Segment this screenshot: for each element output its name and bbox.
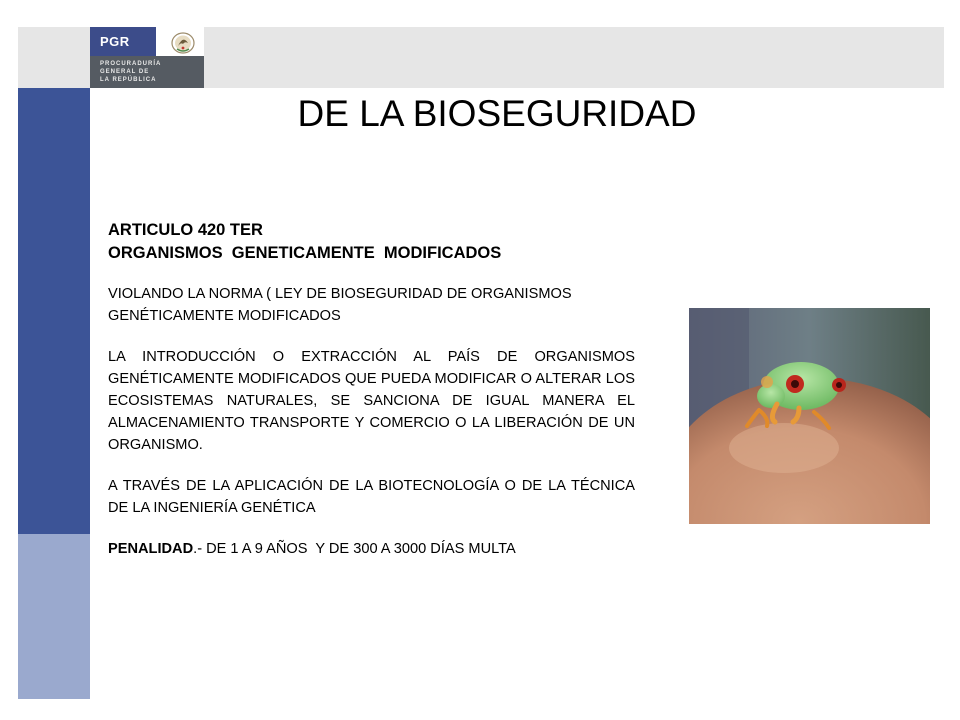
logo-name-line: PROCURADURÍA <box>100 61 162 67</box>
violation-paragraph: VIOLANDO LA NORMA ( LEY DE BIOSEGURIDAD DE ORGANISMOS GENÉTICAMENTE MODIFICADOS <box>108 286 572 324</box>
logo-name-line: LA REPÚBLICA <box>100 77 157 83</box>
penalty-text: .- DE 1 A 9 AÑOS Y DE 300 A 3000 DÍAS MULTA <box>193 541 516 557</box>
slide-body <box>108 219 635 560</box>
means-paragraph: A TRAVÉS DE LA APLICACIÓN DE LA BIOTECNOLOGÍA O DE LA TÉCNICA DE LA INGENIERÍA GENÉTICA <box>108 478 635 516</box>
mexican-coat-of-arms-icon <box>170 29 196 55</box>
logo-name <box>100 60 161 84</box>
article-subject: ORGANISMOS GENETICAMENTE MODIFICADOS <box>108 244 502 262</box>
logo-abbreviation: PGR <box>90 27 156 56</box>
pgr-logo <box>90 27 204 88</box>
logo-name-line: GENERAL DE <box>100 69 150 75</box>
article-number: ARTICULO 420 TER <box>108 221 263 239</box>
penalty-paragraph <box>108 538 635 560</box>
slide-title: DE LA BIOSEGURIDAD <box>297 93 697 134</box>
sidebar-dark-band <box>18 88 90 534</box>
penalty-label: PENALIDAD <box>108 541 194 557</box>
sidebar-light-band <box>18 534 90 699</box>
conduct-paragraph: LA INTRODUCCIÓN O EXTRACCIÓN AL PAÍS DE ORGANISMOS GENÉTICAMENTE MODIFICADOS QUE PUEDA MODIFICAR O ALTERAR LOS ECOSISTEMAS NATURALES, SE SANCIONA DE IGUAL MANERA EL ALMACENAMIENTO TRANSPORTE Y COMERCIO O LA LIBERACIÓN DE UN ORGANISMO. <box>108 349 635 453</box>
frog-on-finger-photo <box>689 308 930 524</box>
frog-photo-drawing <box>689 308 930 524</box>
